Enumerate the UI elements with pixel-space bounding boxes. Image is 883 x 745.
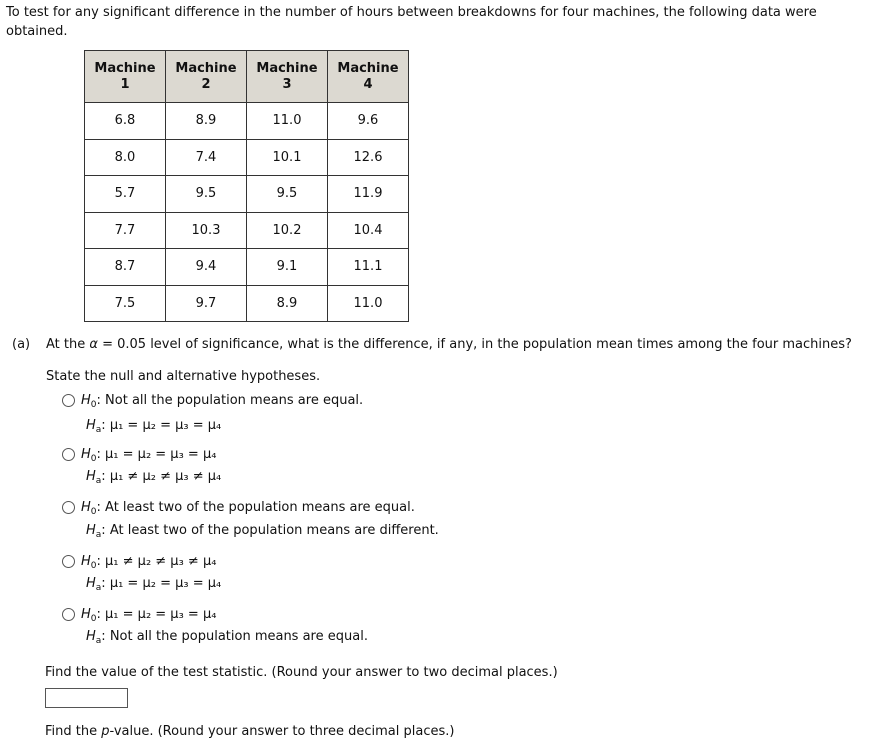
header-machine-1: Machine 1 xyxy=(85,51,166,103)
option-5-h0: $H_0$: μ₁ = μ₂ = μ₃ = μ₄ xyxy=(81,607,217,624)
option-2-ha: $H_a$: μ₁ ≠ μ₂ ≠ μ₃ ≠ μ₄ xyxy=(86,469,222,486)
table-cell: 6.8 xyxy=(85,103,166,140)
table-row xyxy=(85,285,409,322)
table-cell: 11.0 xyxy=(247,103,328,140)
table-cell: 7.4 xyxy=(166,139,247,176)
radio-option-4[interactable] xyxy=(62,555,75,568)
table-cell: 10.3 xyxy=(166,212,247,249)
table-cell: 8.0 xyxy=(85,139,166,176)
header-machine-3: Machine 3 xyxy=(247,51,328,103)
header-machine-4: Machine 4 xyxy=(328,51,409,103)
table-cell: 8.7 xyxy=(85,249,166,286)
option-1-h0: $H_0$: Not all the population means are equal. xyxy=(81,393,364,410)
option-4-h0: $H_0$: μ₁ ≠ μ₂ ≠ μ₃ ≠ μ₄ xyxy=(81,554,217,571)
header-machine-2: Machine 2 xyxy=(166,51,247,103)
hypothesis-prompt: State the null and alternative hypotheses. xyxy=(46,369,321,384)
table-cell: 9.7 xyxy=(166,285,247,322)
table-cell: 7.5 xyxy=(85,285,166,322)
table-cell: 11.0 xyxy=(328,285,409,322)
table-cell: 7.7 xyxy=(85,212,166,249)
radio-option-2[interactable] xyxy=(62,448,75,461)
machine-data-table xyxy=(84,50,409,322)
pvalue-prompt: Find the p-value. (Round your answer to three decimal places.) xyxy=(45,724,455,739)
table-cell: 8.9 xyxy=(166,103,247,140)
table-row xyxy=(85,249,409,286)
table-cell: 11.1 xyxy=(328,249,409,286)
problem-intro: To test for any significant difference in the number of hours between breakdowns for four machines, the following data were obtained. xyxy=(6,5,817,39)
table-cell: 8.9 xyxy=(247,285,328,322)
table-cell: 12.6 xyxy=(328,139,409,176)
table-cell: 9.5 xyxy=(247,176,328,213)
table-cell: 10.1 xyxy=(247,139,328,176)
option-2-h0: $H_0$: μ₁ = μ₂ = μ₃ = μ₄ xyxy=(81,447,217,464)
radio-option-1[interactable] xyxy=(62,394,75,407)
part-a-question: At the α = 0.05 level of significance, what is the difference, if any, in the population mean times among the four machines? xyxy=(46,337,852,352)
option-5-ha: $H_a$: Not all the population means are equal. xyxy=(86,629,368,646)
option-1-ha: $H_a$: μ₁ = μ₂ = μ₃ = μ₄ xyxy=(86,418,222,435)
table-row xyxy=(85,103,409,140)
table-row xyxy=(85,139,409,176)
option-4-ha: $H_a$: μ₁ = μ₂ = μ₃ = μ₄ xyxy=(86,576,222,593)
table-cell: 9.4 xyxy=(166,249,247,286)
table-cell: 10.4 xyxy=(328,212,409,249)
test-statistic-input[interactable] xyxy=(45,688,128,708)
part-a-label: (a) xyxy=(12,337,31,352)
table-row xyxy=(85,176,409,213)
option-3-h0: $H_0$: At least two of the population means are equal. xyxy=(81,500,415,517)
table-row xyxy=(85,212,409,249)
radio-option-5[interactable] xyxy=(62,608,75,621)
option-3-ha: $H_a$: At least two of the population means are different. xyxy=(86,523,439,540)
table-cell: 9.1 xyxy=(247,249,328,286)
table-cell: 9.5 xyxy=(166,176,247,213)
test-statistic-prompt: Find the value of the test statistic. (Round your answer to two decimal places.) xyxy=(45,665,558,680)
table-cell: 9.6 xyxy=(328,103,409,140)
alpha-symbol: α xyxy=(89,337,98,352)
table-cell: 5.7 xyxy=(85,176,166,213)
radio-option-3[interactable] xyxy=(62,501,75,514)
table-cell: 11.9 xyxy=(328,176,409,213)
table-cell: 10.2 xyxy=(247,212,328,249)
